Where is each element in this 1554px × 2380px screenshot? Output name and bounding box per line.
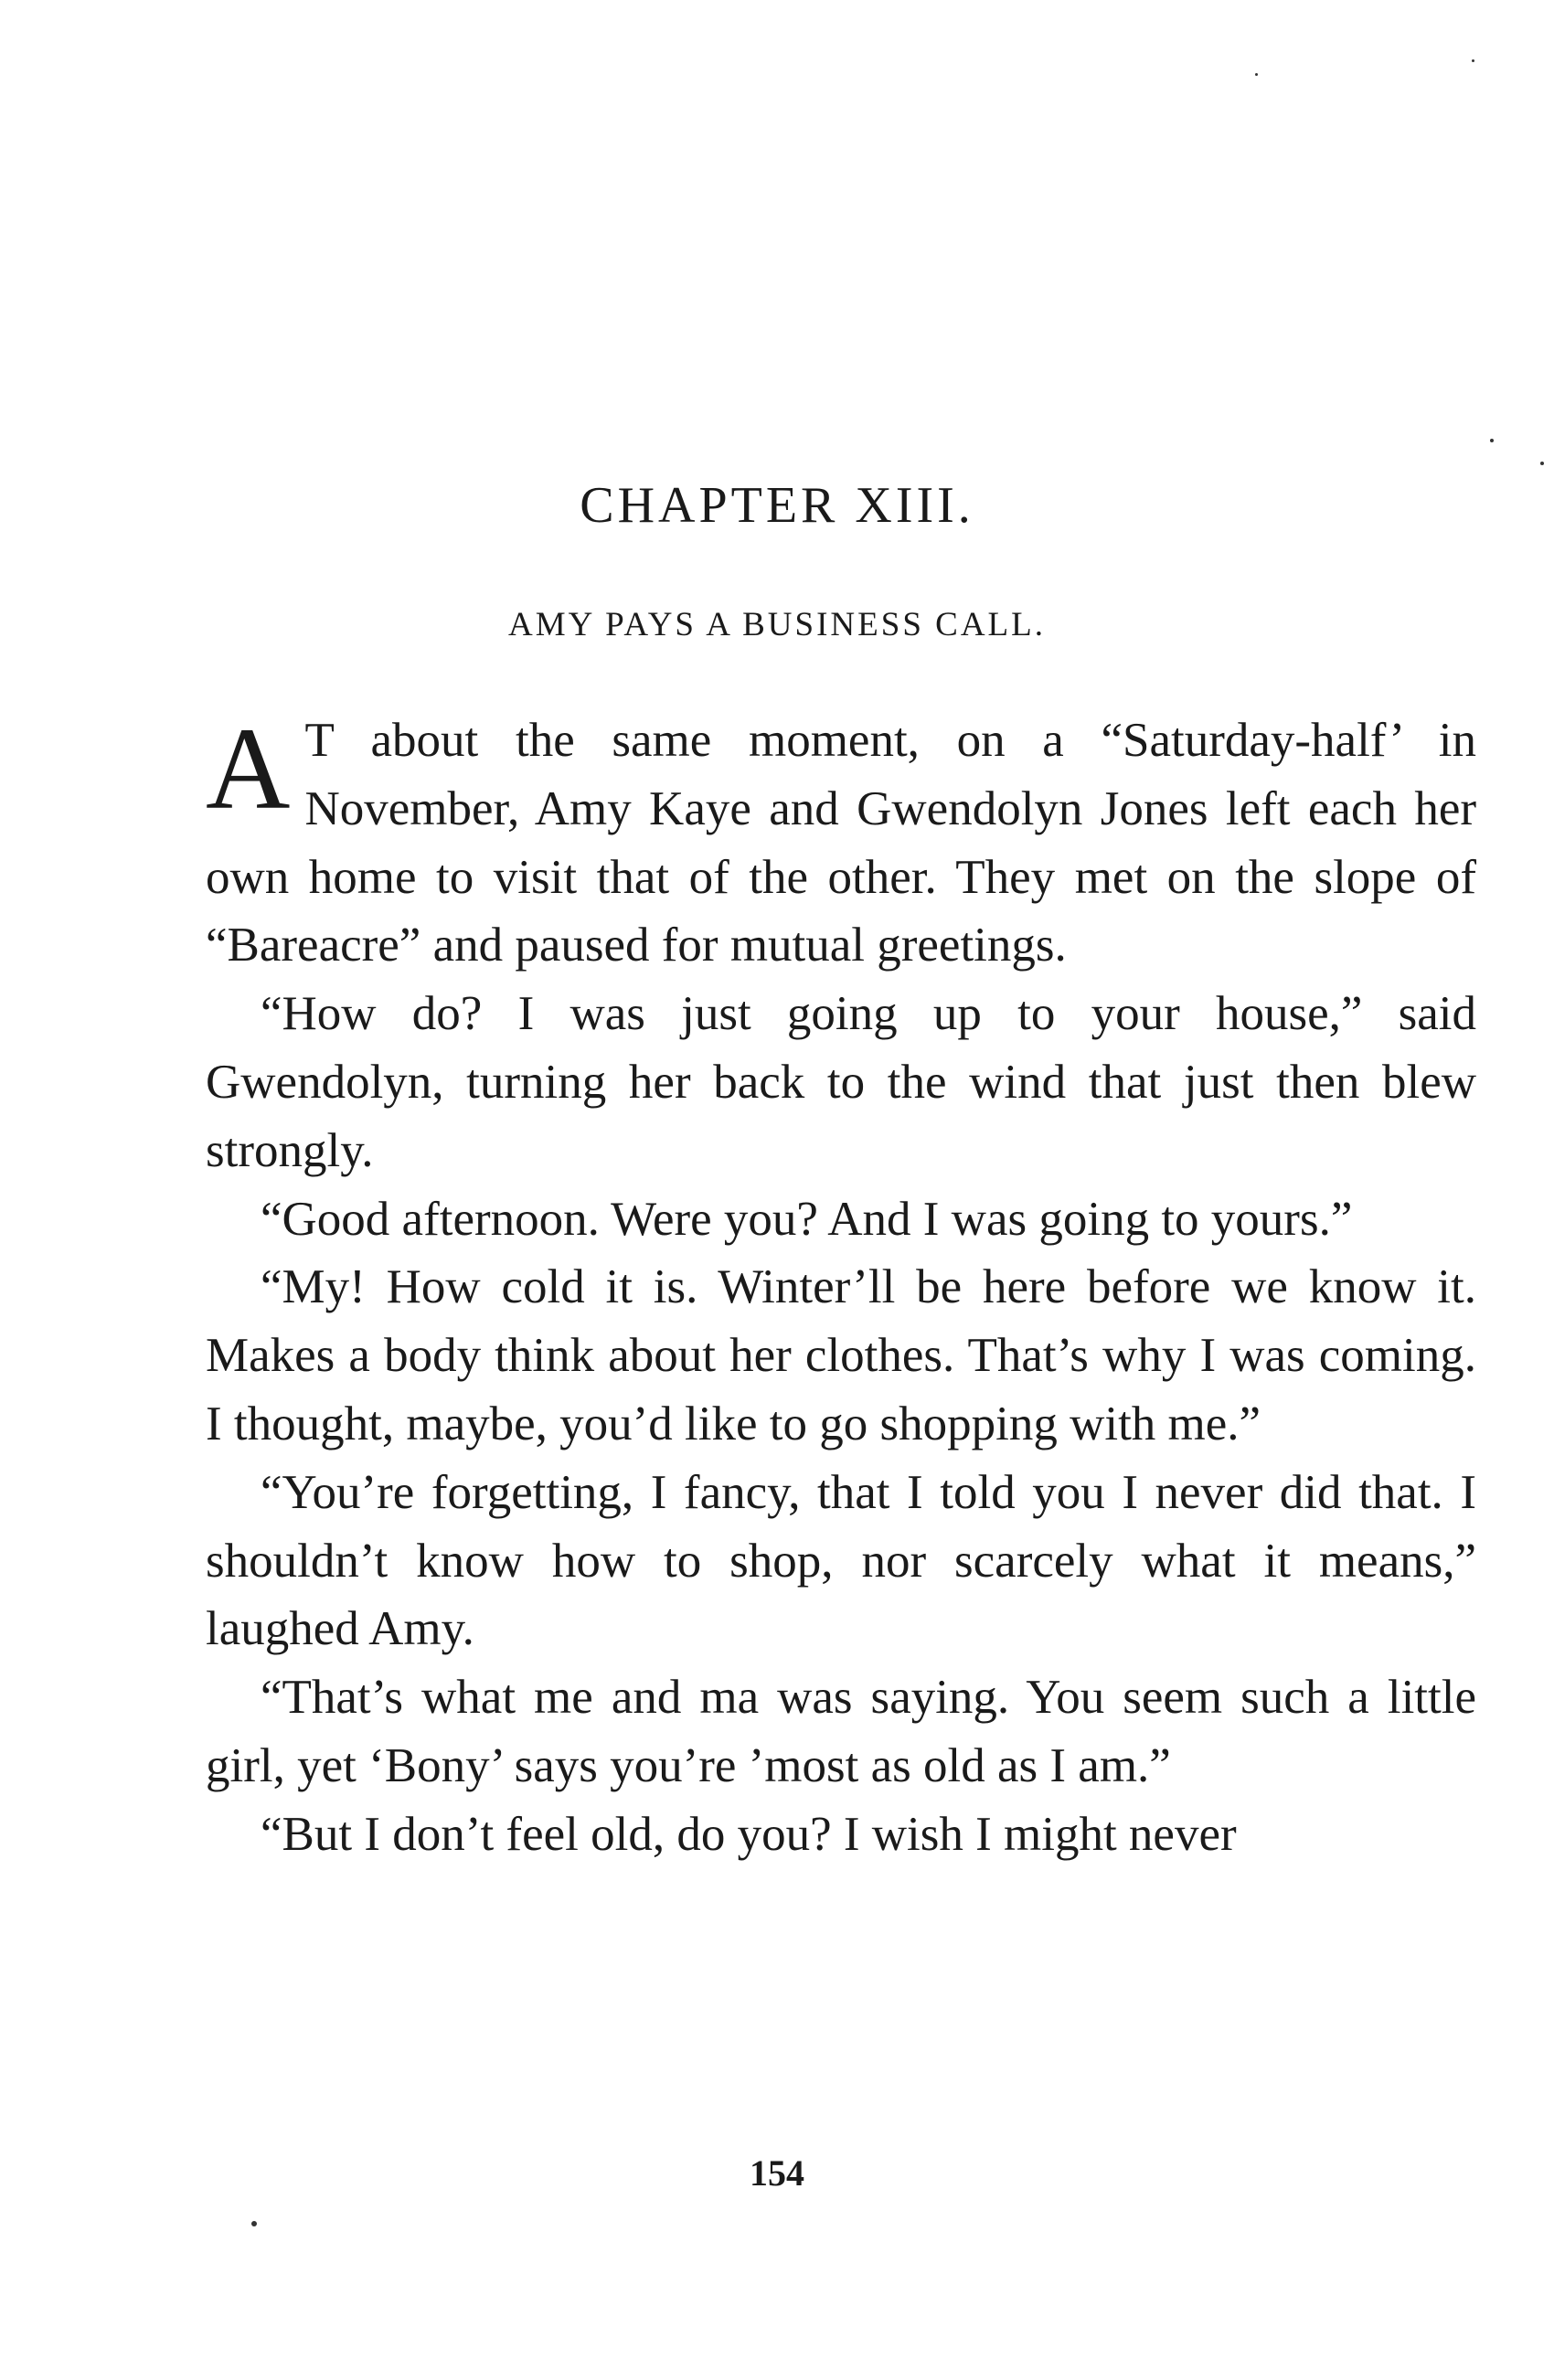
drop-cap: A (206, 704, 291, 834)
print-speck (1255, 73, 1258, 76)
body-text (206, 704, 1476, 1869)
paragraph-5: “You’re forgetting, I fancy, that I told you I never did that. I shouldn’t know how to shop, nor scarcely what it means,” laughed Amy. (206, 1465, 1476, 1656)
print-speck (1540, 462, 1544, 465)
chapter-title: CHAPTER XIII. (580, 477, 974, 534)
paragraph-3: “Good afternoon. Were you? And I was going to yours.” (261, 1192, 1353, 1246)
print-speck (1490, 439, 1494, 442)
print-speck (251, 2221, 257, 2226)
paragraph-2: “How do? I was just going up to your house,” said Gwendolyn, turning her back to the wind that just then blew strongly. (206, 987, 1476, 1177)
print-speck (1472, 59, 1474, 62)
paragraph-7: “But I don’t feel old, do you? I wish I might never (261, 1807, 1237, 1861)
paragraph-1-text: T about the same moment, on a “Saturday-half’ in November, Amy Kaye and Gwendolyn Jones left each her own home to visit that of the other. They met on the slope of “Bareacre” and paused for mutual greetings. (206, 714, 1476, 972)
paragraph-1 (206, 704, 1476, 980)
page-number: 154 (750, 2152, 804, 2194)
chapter-subtitle: AMY PAYS A BUSINESS CALL. (507, 606, 1047, 643)
paragraph-4: “My! How cold it is. Winter’ll be here before we know it. Makes a body think about her clothes. That’s why I was coming. I thought, maybe, you’d like to go shopping with me.” (206, 1260, 1476, 1450)
paragraph-6: “That’s what me and ma was saying. You seem such a little girl, yet ‘Bony’ says you’re ’most as old as I am.” (206, 1671, 1476, 1792)
